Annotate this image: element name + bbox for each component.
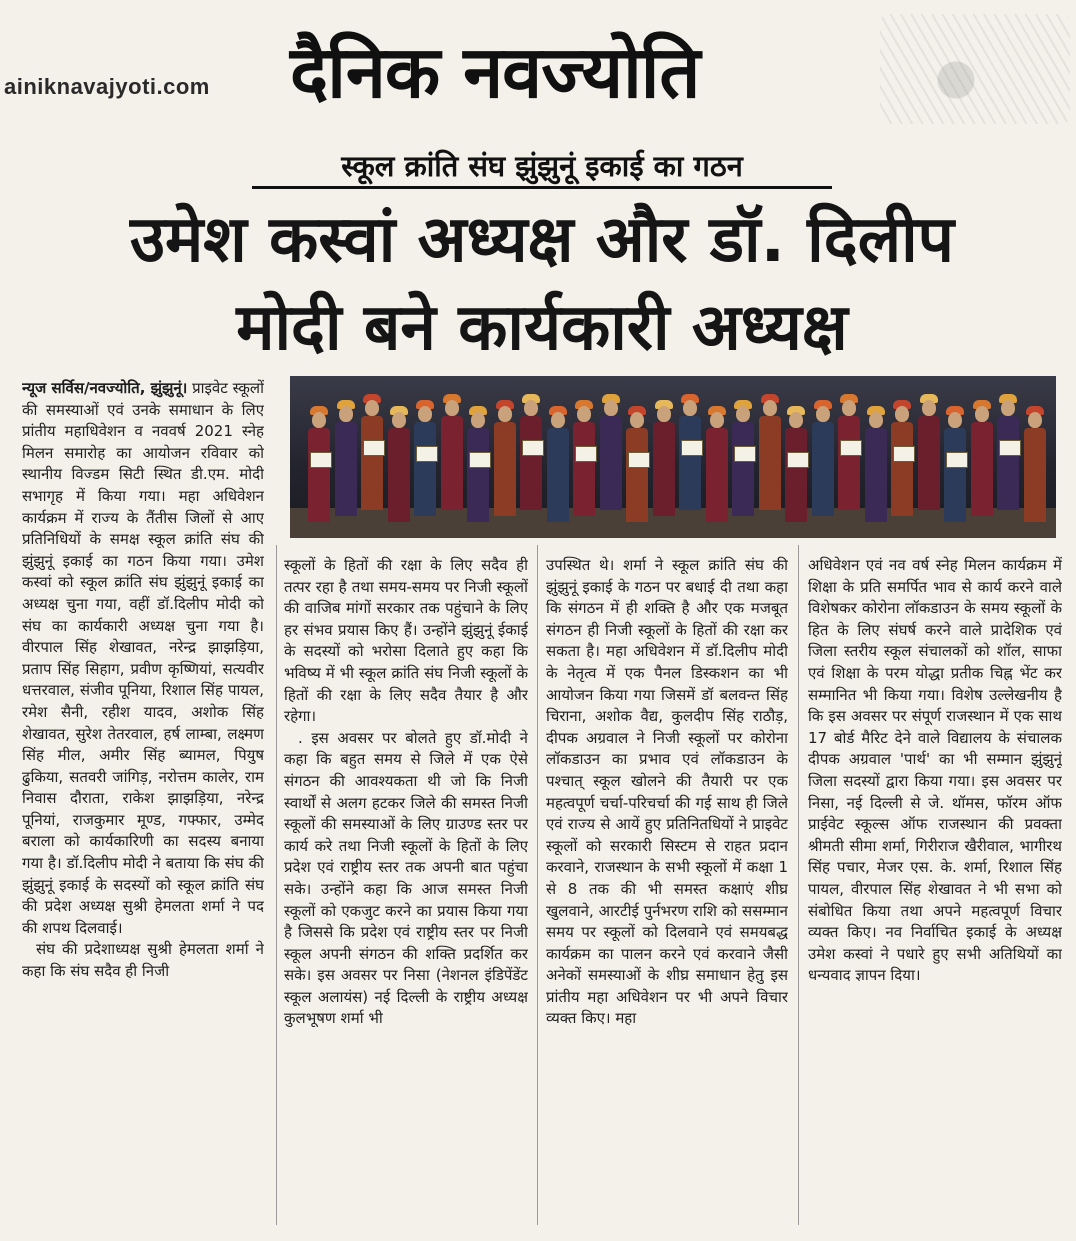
photo-person bbox=[573, 406, 595, 512]
photo-person bbox=[944, 412, 966, 512]
article-kicker: स्कूल क्रांति संघ झुंझुनूं इकाई का गठन bbox=[341, 149, 743, 183]
photo-person bbox=[653, 406, 675, 512]
photo-person bbox=[600, 400, 622, 512]
article-column-3 bbox=[546, 555, 788, 1225]
column-1-text: प्राइवेट स्कूलों की समस्याओं एवं उनके समाधान के लिए प्रांतीय महाधिवेशन व नववर्ष 2021 स्नेह मिलन समारोह का आयोजन रविवार को स्थानीय विज्डम सिटी स्थित डी.एम. मोदी सभागृह में किया गया। महा अधिवेशन कार्यक्रम में राज्य के तैंतीस जिलों से आए प्रतिनिधियों के समक्ष स्कूल क्रांति संघ की झुंझुनूं इकाई का गठन किया गया। उमेश कस्वां को स्कूल क्रांति संघ झुंझुनूं इकाई का अध्यक्ष चुना गया, वहीं डॉ.दिलीप मोदी को संघ का कार्यकारी अध्यक्ष चुना गया है। वीरपाल सिंह शेखावत, नरेन्द्र झाझड़िया, प्रताप सिंह सिहाग, प्रवीण कृष्णियां, सत्यवीर धत्तरवाल, संजीव पूनिया, रिशाल सिंह पायल, रमेश सैनी, रहीश यादव, अशोक सिंह शेखावत, सुरेश तेतरवाल, हर्ष लाम्बा, लक्ष्मण सिंह मील, अमीर सिंह ब्यामल, पियुष ढुकिया, सतवरी जांगिड़, नरोत्तम कालेर, राम निवास दौराता, राकेश झाझड़िया, नरेन्द्र पूनियां, राजकुमार मूण्ड, गफ्फार, उम्मेद बराला को कार्यकारिणी का सदस्य बनाया गया है। डॉ.दिलीप मोदी ने बताया कि संघ की झुंझुनूं इकाई के सदस्यों को स्कूल क्रांति संघ की प्रदेश अध्यक्ष सुश्री हेमलता शर्मा ने पद की शपथ दिलवाई। bbox=[22, 379, 264, 937]
masthead-title: दैनिक नवज्योति bbox=[290, 30, 700, 114]
photo-person bbox=[865, 412, 887, 512]
photo-person bbox=[971, 406, 993, 512]
masthead-decoration-icon bbox=[880, 14, 1070, 124]
article-column-4 bbox=[808, 555, 1062, 1225]
photo-person bbox=[891, 406, 913, 512]
photo-person bbox=[1024, 412, 1046, 512]
photo-person bbox=[494, 406, 516, 512]
column-4-text: अधिवेशन एवं नव वर्ष स्नेह मिलन कार्यक्रम में शिक्षा के प्रति समर्पित भाव से कार्य करने वाले विशेषकर कोरोना लॉकडाउन के समय स्कूलों के हित के लिए संघर्ष करने वाले प्रादेशिक एवं जिला स्तरीय स्कूल संचालकों को शॉल, साफा एवं शिक्षा के परम योद्धा प्रतीक चिह्न भेंट कर सम्मानित भी किया गया। विशेष उल्लेखनीय है कि इस अवसर पर संपूर्ण राजस्थान में एक साथ 17 बोर्ड मैरिट देने वाले विद्यालय के संचालक दीपक अग्रवाल 'पार्थ' का भी सम्मान झुंझुनूं जिला सदस्यों द्वारा किया गया। इस अवसर पर निसा, नई दिल्ली से जे. थॉमस, फॉरम ऑफ प्राईवेट स्कूल्स ऑफ राजस्थान की प्रवक्ता श्रीमती सीमा शर्मा, गिरीराज खैरीवाल, भागीरथ सिंह पचार, मेजर एस. के. शर्मा, रिशाल सिंह पायल, वीरपाल सिंह शेखावत ने भी सभा को संबोधित किया तथा अपने महत्वपूर्ण विचार व्यक्त किए। नव निर्वाचित इकाई के अध्यक्ष उमेश कस्वां ने पधारे हुए सभी अतिथियों का धन्यवाद ज्ञापन दिया। bbox=[808, 556, 1062, 985]
headline-line-2: मोदी बने कार्यकारी अध्यक्ष bbox=[236, 291, 848, 365]
photo-person bbox=[812, 406, 834, 512]
article-headline bbox=[22, 196, 1062, 372]
column-divider bbox=[276, 545, 277, 1225]
photo-person bbox=[626, 412, 648, 512]
photo-person bbox=[441, 400, 463, 512]
headline-line-1: उमेश कस्वां अध्यक्ष और डॉ. दिलीप bbox=[129, 203, 955, 277]
column-divider bbox=[798, 545, 799, 1225]
column-2-text: स्कूलों के हितों की रक्षा के लिए सदैव ही तत्पर रहा है तथा समय-समय पर निजी स्कूलों की वाजिब मांगों सरकार तक पहुंचाने के लिए हर संभव प्रयास किए हैं। उन्होंने झुंझुनूं ईकाई के सदस्यों को भरोसा दिलाते हुए कहा कि भविष्य में भी स्कूल क्रांति संघ निजी स्कूलों के हितों की रक्षा के लिए सदैव तैयार है और रहेगा। bbox=[284, 556, 528, 726]
photo-person bbox=[918, 400, 940, 512]
kicker-underline bbox=[252, 186, 832, 189]
photo-person bbox=[759, 400, 781, 512]
photo-person bbox=[467, 412, 489, 512]
masthead-site-url: ainiknavajyoti.com bbox=[4, 74, 210, 99]
photo-person bbox=[838, 400, 860, 512]
photo-person bbox=[706, 412, 728, 512]
photo-person bbox=[308, 412, 330, 512]
photo-person bbox=[679, 400, 701, 512]
column-1-text-b: संघ की प्रदेशाध्यक्ष सुश्री हेमलता शर्मा ने कहा कि संघ सदैव ही निजी bbox=[22, 940, 264, 981]
article-column-1 bbox=[22, 378, 264, 1228]
event-group-photo bbox=[290, 376, 1056, 538]
photo-person bbox=[361, 400, 383, 512]
column-2-text-b: . इस अवसर पर बोलते हुए डॉ.मोदी ने कहा कि बहुत समय से जिले में एक ऐसे संगठन की आवश्यकता थी जो कि निजी स्वार्थों से अलग हटकर जिले की समस्त निजी स्कूलों की समस्याओं के लिए ग्राउण्ड स्तर पर कार्य करे तथा निजी स्कूलों के हितों के लिए प्रदेश एवं राष्ट्रीय स्तर तक अपनी बात पहुंचा सके। उन्होंने कहा कि आज समस्त निजी स्कूलों को एकजुट करने का प्रयास किया गया है जिससे कि प्रदेश एवं राष्ट्रीय स्तर पर निजी स्कूल अपनी संगठन की शक्ति प्रदर्शित कर सके। इस अवसर पर निसा (नेशनल इंडिपेंडेंट स्कूल अलायंस) नई दिल्ली के राष्ट्रीय अध्यक्ष कुलभूषण शर्मा भी bbox=[284, 728, 528, 1028]
photo-person bbox=[732, 406, 754, 512]
column-divider bbox=[537, 545, 538, 1225]
photo-person bbox=[388, 412, 410, 512]
photo-person bbox=[997, 400, 1019, 512]
column-3-text: उपस्थित थे। शर्मा ने स्कूल क्रांति संघ की झुंझुनूं इकाई के गठन पर बधाई दी तथा कहा कि संगठन में ही शक्ति है और एक मजबूत संगठन ही निजी स्कूलों के हितों की रक्षा कर सकता है। महा अधिवेशन में डॉ.दिलीप मोदी के नेतृत्व में एक पैनल डिस्कशन का भी आयोजन किया गया जिसमें डॉ बलवन्त सिंह चिराना, अशोक वैद्य, कुलदीप सिंह राठौड़, दीपक अग्रवाल ने निजी स्कूलों पर कोरोना लॉकडाउन का प्रभाव एवं लॉकडाउन के पश्चात् स्कूल खोलने की तैयारी पर एक महत्वपूर्ण चर्चा-परिचर्चा की गई साथ ही जिले एवं राज्य से आयें हुए प्रतिनितधियों ने प्राइवेट स्कूलों को सरकारी सिस्टम से राहत प्रदान करवाने, राजस्थान के सभी स्कूलों में कक्षा 1 से 8 तक की भी समस्त कक्षाएं शीघ्र खुलवाने, आरटीई पुर्नभरण राशि को ससम्मान समय पर स्कूलों को दिलवाने एवं समयबद्ध कार्यक्रम का पालन करने एवं करवाने जैसी अनेकों समस्याओं के शीघ्र समाधान हेतु इस प्रांतीय महा अधिवेशन पर भी अपने विचार व्यक्त किए। महा bbox=[546, 556, 788, 1028]
article-byline: न्यूज सर्विस/नवज्योति, झुंझुनूं। bbox=[22, 379, 188, 397]
photo-person bbox=[547, 412, 569, 512]
photo-person bbox=[414, 406, 436, 512]
article-column-2 bbox=[284, 555, 528, 1225]
photo-person bbox=[335, 406, 357, 512]
photo-person bbox=[520, 400, 542, 512]
photo-person bbox=[785, 412, 807, 512]
